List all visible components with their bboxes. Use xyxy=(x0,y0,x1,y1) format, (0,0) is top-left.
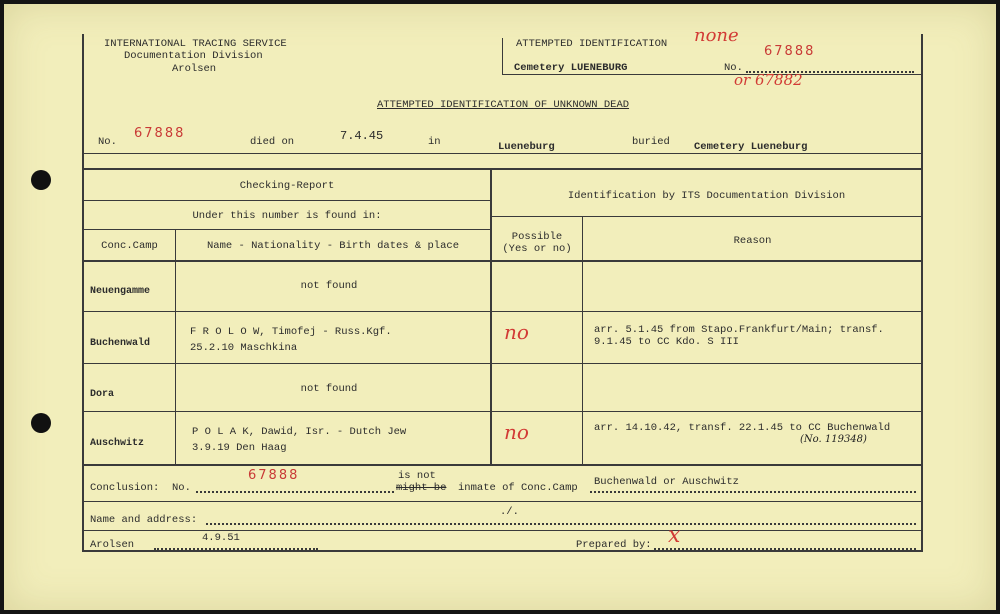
possible-col-divider xyxy=(582,216,583,464)
form-title: ATTEMPTED IDENTIFICATION OF UNKNOWN DEAD xyxy=(377,99,630,111)
row2-bottom xyxy=(84,363,921,364)
col-reason-header: Reason xyxy=(733,235,772,247)
name-address-dots xyxy=(206,523,916,525)
footer-date: 4.9.51 xyxy=(202,532,240,544)
possible-cell: no xyxy=(504,420,529,444)
name-address-bottom xyxy=(84,530,921,531)
reason-cell: arr. 5.1.45 from Stapo.Frankfurt/Main; transf. xyxy=(594,324,884,336)
reason-cell: arr. 14.10.42, transf. 22.1.45 to CC Buchenwald xyxy=(594,422,891,434)
row3-bottom xyxy=(84,411,921,412)
camp-cell: Buchenwald xyxy=(90,338,151,349)
attempted-label: ATTEMPTED IDENTIFICATION xyxy=(516,38,668,50)
table-mid-divider xyxy=(490,168,492,464)
col-possible-header: Possible xyxy=(511,231,563,243)
conclusion-camp-dots xyxy=(590,491,916,493)
possible-cell: no xyxy=(504,320,529,344)
handwritten-alt-number: or 67882 xyxy=(734,71,803,89)
died-value: 7.4.45 xyxy=(340,129,384,143)
in-label: in xyxy=(428,136,441,148)
prepared-by-dots xyxy=(654,548,916,550)
record-line xyxy=(84,153,921,154)
footer-place: Arolsen xyxy=(90,539,135,551)
row1-bottom xyxy=(84,311,921,312)
died-label: died on xyxy=(250,136,295,148)
punch-hole-bottom xyxy=(31,413,51,433)
column-header-bottom xyxy=(84,260,921,262)
record-double-line xyxy=(84,168,921,170)
conclusion-is-not: is not xyxy=(398,470,436,482)
table-bottom xyxy=(84,464,921,466)
name-cell: not found xyxy=(300,280,358,292)
header-box-bottom xyxy=(502,74,922,75)
under-divider xyxy=(84,229,490,230)
conclusion-inmate: inmate of Conc.Camp xyxy=(458,482,578,494)
name-cell-birth: 3.9.19 Den Haag xyxy=(192,442,287,454)
checking-divider xyxy=(84,200,490,201)
conclusion-label: Conclusion: xyxy=(90,482,160,494)
name-address-label: Name and address: xyxy=(90,514,198,526)
header-box-left xyxy=(502,38,503,74)
col-name-header: Name - Nationality - Birth dates & place xyxy=(206,240,460,252)
prepared-by-mark: х xyxy=(668,523,681,548)
conclusion-no-dots xyxy=(196,491,394,493)
header-no-label: No. xyxy=(724,62,743,74)
name-cell: not found xyxy=(300,383,358,395)
conclusion-no-label: No. xyxy=(172,482,191,494)
record-card xyxy=(4,4,996,610)
org-line2: Documentation Division xyxy=(124,50,263,62)
header-no-value: 67888 xyxy=(764,44,816,59)
record-no-value: 67888 xyxy=(134,126,186,141)
cemetery-label: Cemetery LUENEBURG xyxy=(514,62,628,74)
record-no-label: No. xyxy=(98,136,117,148)
prepared-by-label: Prepared by: xyxy=(576,539,652,551)
camp-cell: Neuengamme xyxy=(90,286,151,297)
name-cell: P O L A K, Dawid, Isr. - Dutch Jew xyxy=(192,426,407,438)
reason-cell-line2: 9.1.45 to CC Kdo. S III xyxy=(594,336,739,348)
under-number-heading: Under this number is found in: xyxy=(192,210,382,222)
conclusion-no-value: 67888 xyxy=(248,468,300,483)
frame-bottom xyxy=(82,550,923,552)
col-possible-subheader: (Yes or no) xyxy=(502,243,572,255)
name-address-value: ./. xyxy=(500,506,519,518)
name-cell-birth: 25.2.10 Maschkina xyxy=(190,342,298,354)
checking-report-heading: Checking-Report xyxy=(239,180,335,192)
frame-right xyxy=(921,34,923,552)
camp-col-divider xyxy=(175,229,176,464)
buried-value: Cemetery Lueneburg xyxy=(694,141,808,153)
punch-hole-top xyxy=(31,170,51,190)
footer-date-dots xyxy=(154,548,318,550)
conclusion-bottom xyxy=(84,501,921,502)
ident-divider xyxy=(492,216,921,217)
conclusion-camps: Buchenwald or Auschwitz xyxy=(594,476,739,488)
identification-heading: Identification by ITS Documentation Division xyxy=(567,190,846,202)
org-line1: INTERNATIONAL TRACING SERVICE xyxy=(104,38,287,50)
frame-left xyxy=(82,34,84,552)
camp-cell: Auschwitz xyxy=(90,438,145,449)
col-camp-header: Conc.Camp xyxy=(101,240,158,252)
conclusion-might-be: might be xyxy=(396,482,447,494)
reason-cell-line2: (No. 119348) xyxy=(800,434,867,445)
handwritten-none: none xyxy=(694,25,739,46)
org-line3: Arolsen xyxy=(172,63,217,75)
buried-label: buried xyxy=(632,136,670,148)
name-cell: F R O L O W, Timofej - Russ.Kgf. xyxy=(190,326,392,338)
in-value: Lueneburg xyxy=(498,141,555,153)
camp-cell: Dora xyxy=(90,389,115,400)
